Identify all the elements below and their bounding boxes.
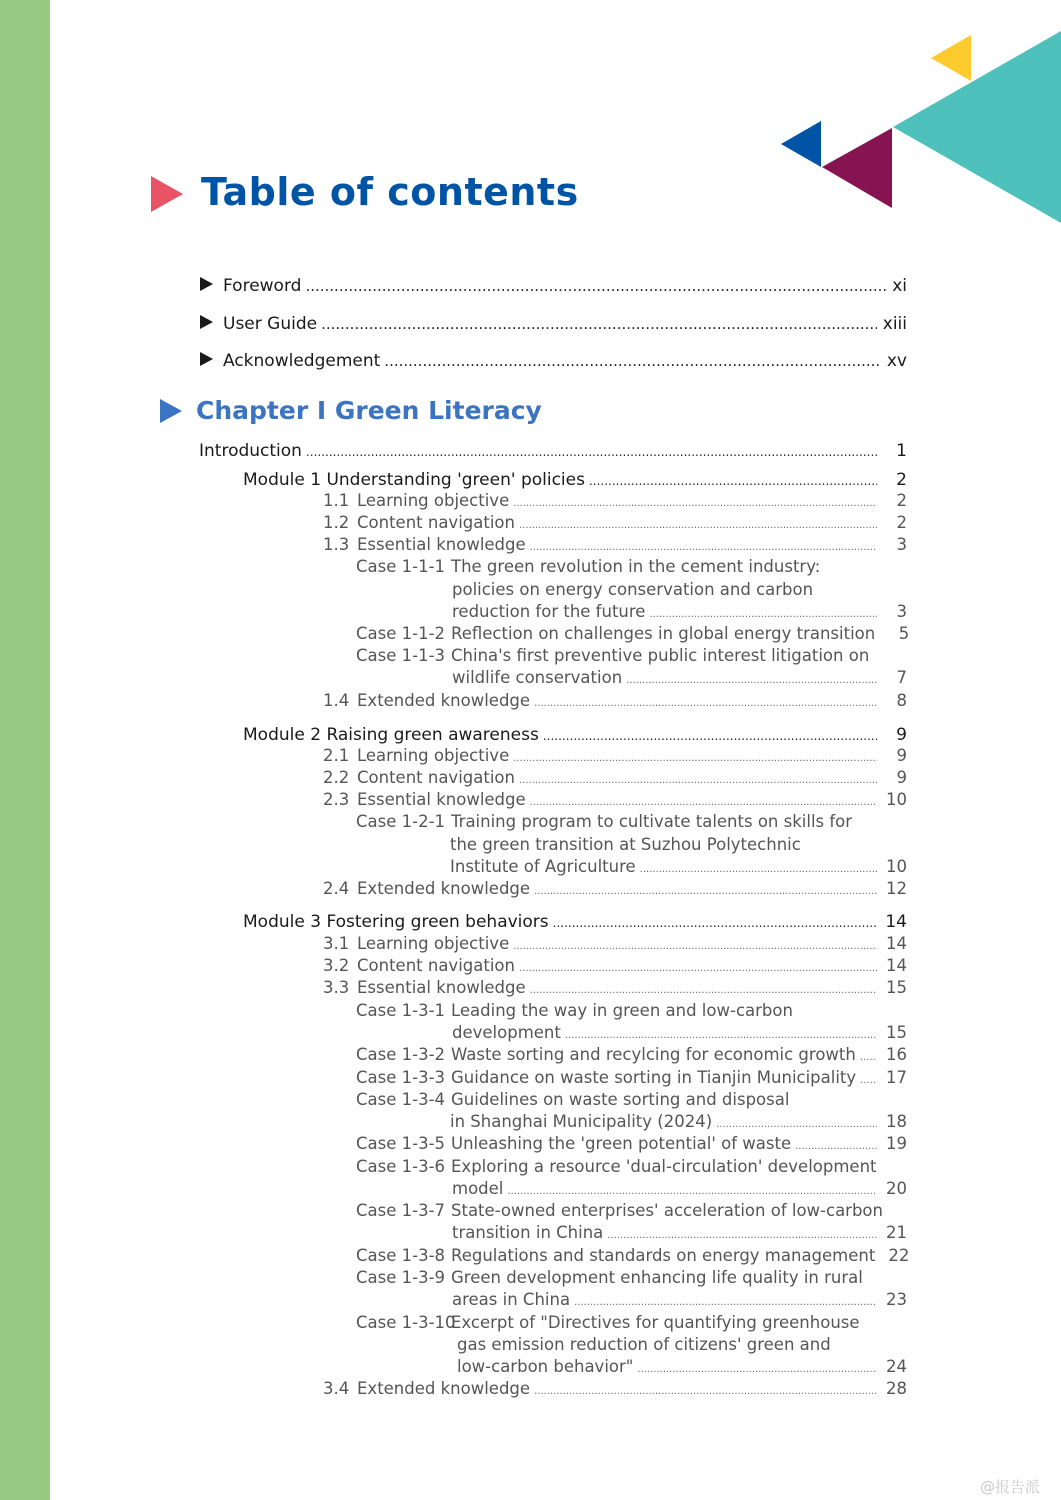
- entry-page: 8: [896, 691, 907, 710]
- dot-leader: [530, 985, 877, 996]
- entry-page: 20: [886, 1179, 907, 1198]
- toc-entry-case[interactable]: [356, 646, 907, 665]
- toc-entry-case-continued[interactable]: [452, 1223, 907, 1242]
- toc-entry-case-continued[interactable]: [457, 1357, 907, 1376]
- toc-entry-case-continued[interactable]: [452, 1179, 907, 1198]
- toc-entry-case-continued: [450, 835, 905, 854]
- entry-label: Essential knowledge: [357, 535, 526, 554]
- toc-entry-case-continued[interactable]: [450, 1112, 907, 1131]
- entry-label: low-carbon behavior": [457, 1357, 634, 1376]
- entry-label: Module 3 Fostering green behaviors: [243, 912, 549, 932]
- toc-entry-case[interactable]: [356, 1157, 907, 1176]
- toc-entry-section[interactable]: [323, 691, 907, 710]
- toc-entry-case[interactable]: [356, 1201, 907, 1220]
- entry-page: 15: [886, 1023, 907, 1042]
- dot-leader: [860, 1075, 877, 1086]
- entry-page: 10: [886, 790, 907, 809]
- toc-entry-section[interactable]: [323, 513, 907, 532]
- entry-label: Waste sorting and recylcing for economic growth: [451, 1045, 856, 1064]
- toc-entry-case[interactable]: [356, 1045, 907, 1064]
- entry-page: 9: [896, 768, 907, 787]
- entry-label: Essential knowledge: [357, 978, 526, 997]
- dot-leader: [640, 864, 877, 875]
- dot-leader: [306, 445, 877, 459]
- entry-label: the green transition at Suzhou Polytechnic: [450, 835, 801, 854]
- triangle-bullet-icon: [200, 352, 213, 366]
- toc-entry-section[interactable]: [323, 956, 907, 975]
- entry-page: 1: [896, 441, 907, 461]
- dot-leader: [513, 753, 877, 764]
- entry-label: Learning objective: [357, 934, 510, 953]
- toc-entry-case-continued[interactable]: [450, 857, 907, 876]
- toc-entry-case[interactable]: [356, 812, 907, 831]
- entry-label: Content navigation: [357, 768, 515, 787]
- purple-triangle: [822, 128, 892, 208]
- entry-label: Leading the way in green and low-carbon: [451, 1001, 793, 1020]
- entry-label: areas in China: [452, 1290, 571, 1309]
- entry-label: in Shanghai Municipality (2024): [450, 1112, 713, 1131]
- section-number: 3.4: [323, 1379, 350, 1398]
- entry-label: Guidelines on waste sorting and disposal: [451, 1090, 790, 1109]
- entry-page: 23: [886, 1290, 907, 1309]
- case-id: Case 1-2-1: [356, 812, 446, 831]
- toc-entry-case[interactable]: [356, 1313, 907, 1332]
- section-number: 2.3: [323, 790, 350, 809]
- toc-entry-user-guide[interactable]: [200, 314, 907, 334]
- chapter-title: Chapter I Green Literacy: [196, 396, 542, 425]
- entry-page: 19: [886, 1134, 907, 1153]
- toc-entry-acknowledgement[interactable]: [200, 351, 907, 371]
- title-arrow-icon: [151, 176, 183, 212]
- case-id: Case 1-3-10: [356, 1313, 456, 1332]
- entry-label: gas emission reduction of citizens' green and: [457, 1335, 831, 1354]
- yellow-triangle: [931, 35, 971, 81]
- toc-entry-section[interactable]: [323, 491, 907, 510]
- entry-label: Learning objective: [357, 746, 510, 765]
- entry-label: China's first preventive public interest litigation on: [451, 646, 870, 665]
- toc-entry-section[interactable]: [323, 1379, 907, 1398]
- entry-label: model: [452, 1179, 504, 1198]
- case-id: Case 1-3-8: [356, 1246, 446, 1265]
- section-number: 3.1: [323, 934, 350, 953]
- case-id: Case 1-3-2: [356, 1045, 446, 1064]
- dot-leader: [321, 315, 877, 333]
- teal-triangle: [893, 31, 1061, 223]
- dot-leader: [626, 675, 877, 686]
- entry-label: Module 1 Understanding 'green' policies: [243, 470, 585, 490]
- entry-label: Essential knowledge: [357, 790, 526, 809]
- entry-page: 9: [896, 746, 907, 765]
- dot-leader: [519, 775, 877, 786]
- toc-entry-case-continued[interactable]: [452, 1023, 907, 1042]
- entry-page: 12: [886, 879, 907, 898]
- dot-leader: [574, 1297, 877, 1308]
- entry-label: Extended knowledge: [357, 1379, 531, 1398]
- entry-page: 21: [886, 1223, 907, 1242]
- toc-entry-section[interactable]: [323, 934, 907, 953]
- entry-page: 7: [896, 668, 907, 687]
- entry-label: Extended knowledge: [357, 691, 531, 710]
- entry-page: xi: [892, 276, 907, 296]
- dot-leader: [589, 474, 877, 488]
- entry-page: 17: [886, 1068, 907, 1087]
- dot-leader: [553, 916, 877, 930]
- entry-page: 3: [896, 602, 907, 621]
- toc-entry-case[interactable]: [356, 1268, 907, 1287]
- section-number: 1.2: [323, 513, 350, 532]
- toc-entry-section[interactable]: [323, 768, 907, 787]
- toc-entry-case[interactable]: [356, 1068, 907, 1087]
- section-number: 3.2: [323, 956, 350, 975]
- entry-page: 5: [898, 624, 910, 643]
- dot-leader: [519, 520, 877, 531]
- dot-leader: [543, 729, 877, 743]
- entry-page: 9: [896, 725, 907, 745]
- case-id: Case 1-3-9: [356, 1268, 446, 1287]
- entry-label: Module 2 Raising green awareness: [243, 725, 539, 745]
- triangle-bullet-icon: [200, 315, 213, 329]
- entry-label: Content navigation: [357, 956, 515, 975]
- toc-entry-section[interactable]: [323, 790, 907, 809]
- dot-leader: [860, 1052, 877, 1063]
- section-number: 3.3: [323, 978, 350, 997]
- entry-label: Guidance on waste sorting in Tianjin Municipality: [451, 1068, 857, 1087]
- entry-label: State-owned enterprises' acceleration of low-carbon: [451, 1201, 883, 1220]
- section-number: 1.1: [323, 491, 350, 510]
- entry-page: 15: [886, 978, 907, 997]
- chapter-heading[interactable]: [160, 396, 542, 425]
- section-number: 1.3: [323, 535, 350, 554]
- case-id: Case 1-3-4: [356, 1090, 446, 1109]
- case-id: Case 1-3-5: [356, 1134, 446, 1153]
- entry-label: transition in China: [452, 1223, 604, 1242]
- entry-page: 14: [886, 934, 907, 953]
- dot-leader: [513, 498, 877, 509]
- entry-label: Unleashing the 'green potential' of waste: [451, 1134, 792, 1153]
- blue-triangle: [781, 121, 821, 167]
- entry-label: Training program to cultivate talents on skills for: [451, 812, 853, 831]
- toc-entry-section[interactable]: [323, 746, 907, 765]
- dot-leader: [637, 1364, 877, 1375]
- entry-label: Regulations and standards on energy management: [451, 1246, 876, 1265]
- entry-page: 10: [886, 857, 907, 876]
- toc-entry-module[interactable]: [243, 725, 907, 745]
- entry-label: User Guide: [223, 314, 318, 334]
- section-number: 2.2: [323, 768, 350, 787]
- entry-label: Introduction: [199, 441, 302, 461]
- toc-entry-section[interactable]: [323, 535, 907, 554]
- dot-leader: [716, 1119, 877, 1130]
- dot-leader: [795, 1141, 877, 1152]
- dot-leader: [534, 1386, 877, 1397]
- chapter-arrow-icon: [160, 399, 182, 423]
- entry-label: Excerpt of "Directives for quantifying greenhouse: [451, 1313, 860, 1332]
- entry-page: 3: [896, 535, 907, 554]
- toc-entry-case[interactable]: [356, 1001, 907, 1020]
- entry-page: 14: [885, 912, 907, 932]
- toc-entry-case[interactable]: [356, 1246, 910, 1265]
- section-number: 2.4: [323, 879, 350, 898]
- dot-leader: [530, 797, 877, 808]
- watermark: @报告派: [980, 1478, 1041, 1496]
- entry-page: 2: [896, 470, 907, 490]
- toc-entry-case[interactable]: [356, 624, 910, 643]
- toc-entry-case-continued[interactable]: [452, 602, 907, 621]
- case-id: Case 1-1-3: [356, 646, 446, 665]
- entry-label: development: [452, 1023, 561, 1042]
- case-id: Case 1-3-6: [356, 1157, 446, 1176]
- dot-leader: [607, 1230, 877, 1241]
- entry-label: policies on energy conservation and carbon: [452, 580, 814, 599]
- section-number: 1.4: [323, 691, 350, 710]
- entry-page: xiii: [882, 314, 907, 334]
- entry-label: Green development enhancing life quality in rural: [451, 1268, 863, 1287]
- toc-entry-case-continued: [452, 580, 907, 599]
- entry-page: 22: [888, 1246, 910, 1265]
- entry-page: 24: [886, 1357, 907, 1376]
- case-id: Case 1-1-2: [356, 624, 446, 643]
- entry-label: Exploring a resource 'dual-circulation' development: [451, 1157, 877, 1176]
- page-title: Table of contents: [201, 170, 579, 214]
- dot-leader: [513, 941, 877, 952]
- toc-entry-case[interactable]: [356, 1090, 907, 1109]
- entry-page: 16: [886, 1045, 907, 1064]
- case-id: Case 1-3-1: [356, 1001, 446, 1020]
- section-number: 2.1: [323, 746, 350, 765]
- dot-leader: [565, 1030, 877, 1041]
- dot-leader: [534, 698, 877, 709]
- entry-label: Reflection on challenges in global energy transition: [451, 624, 876, 643]
- toc-entry-case-continued[interactable]: [452, 1290, 907, 1309]
- toc-entry-introduction[interactable]: [199, 441, 907, 461]
- entry-page: 18: [886, 1112, 907, 1131]
- entry-label: Extended knowledge: [357, 879, 531, 898]
- dot-leader: [305, 277, 886, 295]
- entry-page: 2: [896, 491, 907, 510]
- case-id: Case 1-3-3: [356, 1068, 446, 1087]
- case-id: Case 1-3-7: [356, 1201, 446, 1220]
- toc-entry-section[interactable]: [323, 978, 907, 997]
- entry-page: 2: [896, 513, 907, 532]
- toc-entry-module[interactable]: [243, 912, 907, 932]
- dot-leader: [649, 609, 877, 620]
- case-id: Case 1-1-1: [356, 557, 446, 576]
- dot-leader: [384, 352, 881, 370]
- entry-label: Institute of Agriculture: [450, 857, 636, 876]
- entry-page: xv: [886, 351, 907, 371]
- entry-label: Foreword: [223, 276, 302, 296]
- dot-leader: [534, 886, 877, 897]
- entry-page: 14: [886, 956, 907, 975]
- toc-entry-case[interactable]: [356, 1134, 907, 1153]
- toc-entry-case-continued[interactable]: [452, 668, 907, 687]
- dot-leader: [519, 963, 877, 974]
- entry-label: Acknowledgement: [223, 351, 381, 371]
- entry-label: reduction for the future: [452, 602, 646, 621]
- toc-entry-module[interactable]: [243, 470, 907, 490]
- entry-label: Content navigation: [357, 513, 515, 532]
- dot-leader: [530, 542, 877, 553]
- dot-leader: [507, 1186, 877, 1197]
- toc-entry-case-continued: [457, 1335, 912, 1354]
- toc-entry-section[interactable]: [323, 879, 907, 898]
- entry-label: Learning objective: [357, 491, 510, 510]
- entry-label: The green revolution in the cement industry:: [451, 557, 821, 576]
- toc-entry-case[interactable]: [356, 557, 907, 576]
- triangle-bullet-icon: [200, 277, 213, 291]
- entry-label: wildlife conservation: [452, 668, 623, 687]
- toc-entry-foreword[interactable]: [200, 276, 907, 296]
- entry-page: 28: [886, 1379, 907, 1398]
